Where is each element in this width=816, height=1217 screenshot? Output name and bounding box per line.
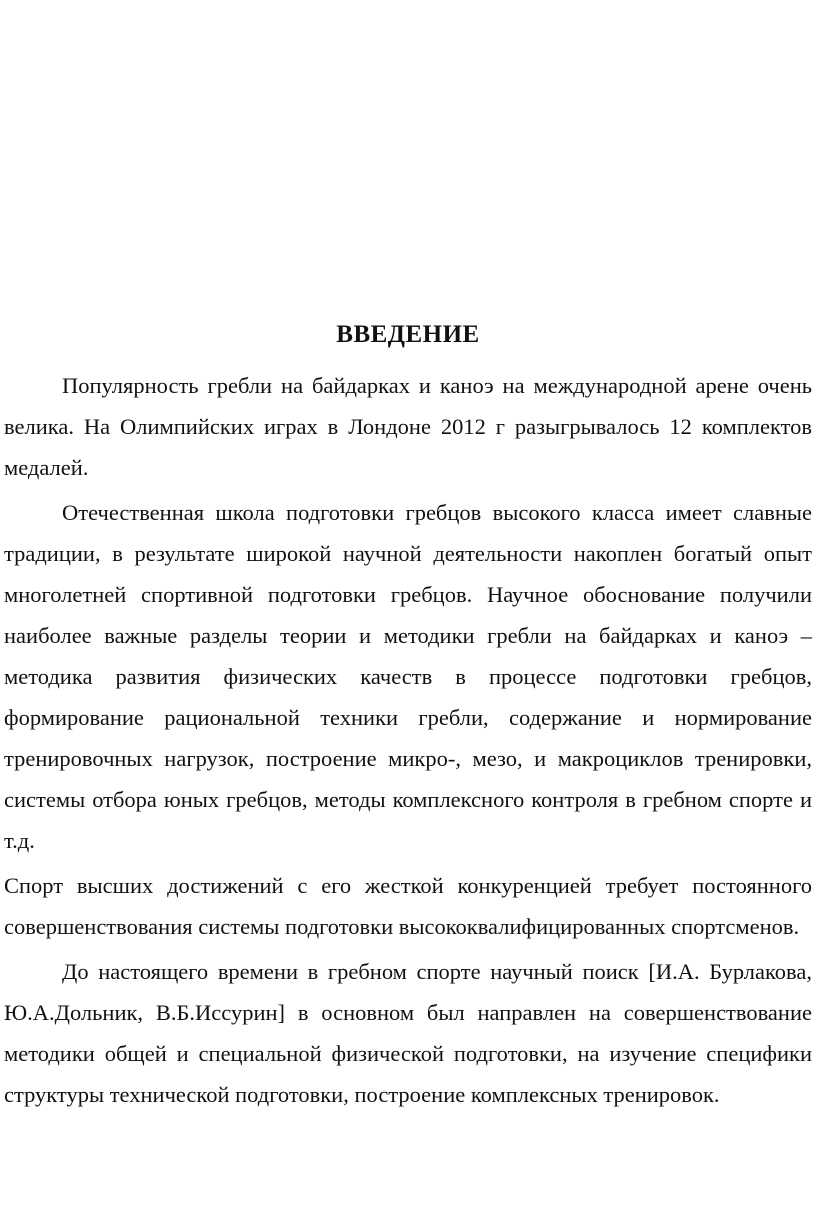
paragraph-national-school: Отечественная школа подготовки гребцов высокого класса имеет славные традиции, в результате широкой научной деятельности накоплен богатый опыт многолетней спортивной подготовки гребцов. Научное обоснование получили наиболее важные разделы теории и методики гребли на байдарках и каноэ – методика развития физических качеств в процессе подготовки гребцов, формирование рациональной техники гребли, содержание и нормирование тренировочных нагрузок, построение микро-, мезо, и макроциклов тренировки, системы отбора юных гребцов, методы комплексного контроля в гребном спорте и т.д. — [4, 500, 812, 853]
paragraph-research: До настоящего времени в гребном спорте научный поиск [И.А. Бурлакова, Ю.А.Дольник, В.Б.Иссурин] в основном был направлен на совершенствование методики общей и специальной физической подготовки, на изучение специфики структуры технической подготовки, построение комплексных тренировок. — [4, 959, 812, 1107]
document-body — [4, 365, 812, 1115]
paragraph-elite-sport: Спорт высших достижений с его жесткой конкуренцией требует постоянного совершенствования системы подготовки высококвалифицированных спортсменов. — [4, 873, 812, 939]
page-title: ВВЕДЕНИЕ — [336, 320, 480, 348]
paragraph-popularity: Популярность гребли на байдарках и каноэ на международной арене очень велика. На Олимпийских играх в Лондоне 2012 г разыгрывалось 12 комплектов медалей. — [4, 373, 812, 480]
